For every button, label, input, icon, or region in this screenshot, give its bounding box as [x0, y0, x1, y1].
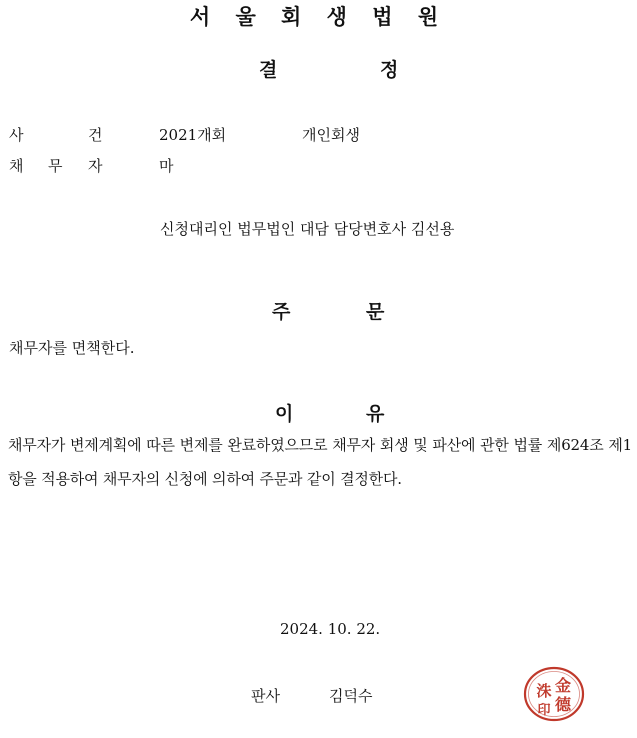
order-text: 채무자를 면책한다.: [9, 339, 135, 357]
reason-heading-char-1: 이: [275, 403, 294, 425]
order-heading-char-2: 문: [366, 301, 385, 323]
court-name: 서 울 회 생 법 원: [189, 5, 448, 29]
svg-text:金: 金: [554, 676, 572, 695]
reason-heading-char-2: 유: [366, 403, 385, 425]
svg-text:德: 德: [554, 695, 572, 714]
decision-title-char-1: 결: [259, 59, 278, 81]
case-label-1: 사: [9, 126, 24, 144]
judge-title: 판사: [251, 687, 280, 705]
judge-name: 김덕수: [329, 687, 373, 705]
svg-text:印: 印: [537, 703, 551, 718]
debtor-label-2: 무: [48, 157, 63, 175]
decision-date: 2024. 10. 22.: [280, 620, 381, 638]
debtor-name: 마: [159, 157, 174, 175]
svg-text:洙: 洙: [536, 682, 552, 700]
debtor-label-3: 자: [88, 157, 103, 175]
judge-seal-stamp: [523, 666, 585, 722]
debtor-label-1: 채: [9, 157, 24, 175]
decision-title-char-2: 정: [380, 59, 399, 81]
reason-text: 채무자가 변제계획에 따른 변제를 완료하였으므로 채무자 회생 및 파산에 관한 법률 제624조 제1항을 적용하여 채무자의 신청에 의하여 주문과 같이 결정한다.: [8, 436, 632, 488]
order-heading-char-1: 주: [272, 301, 291, 323]
case-type: 개인회생: [302, 126, 360, 144]
seal-graphic: [523, 666, 585, 722]
case-number: 2021개회: [159, 126, 227, 144]
case-label-2: 건: [88, 126, 103, 144]
representative: 신청대리인 법무법인 대담 담당변호사 김선용: [160, 220, 455, 238]
